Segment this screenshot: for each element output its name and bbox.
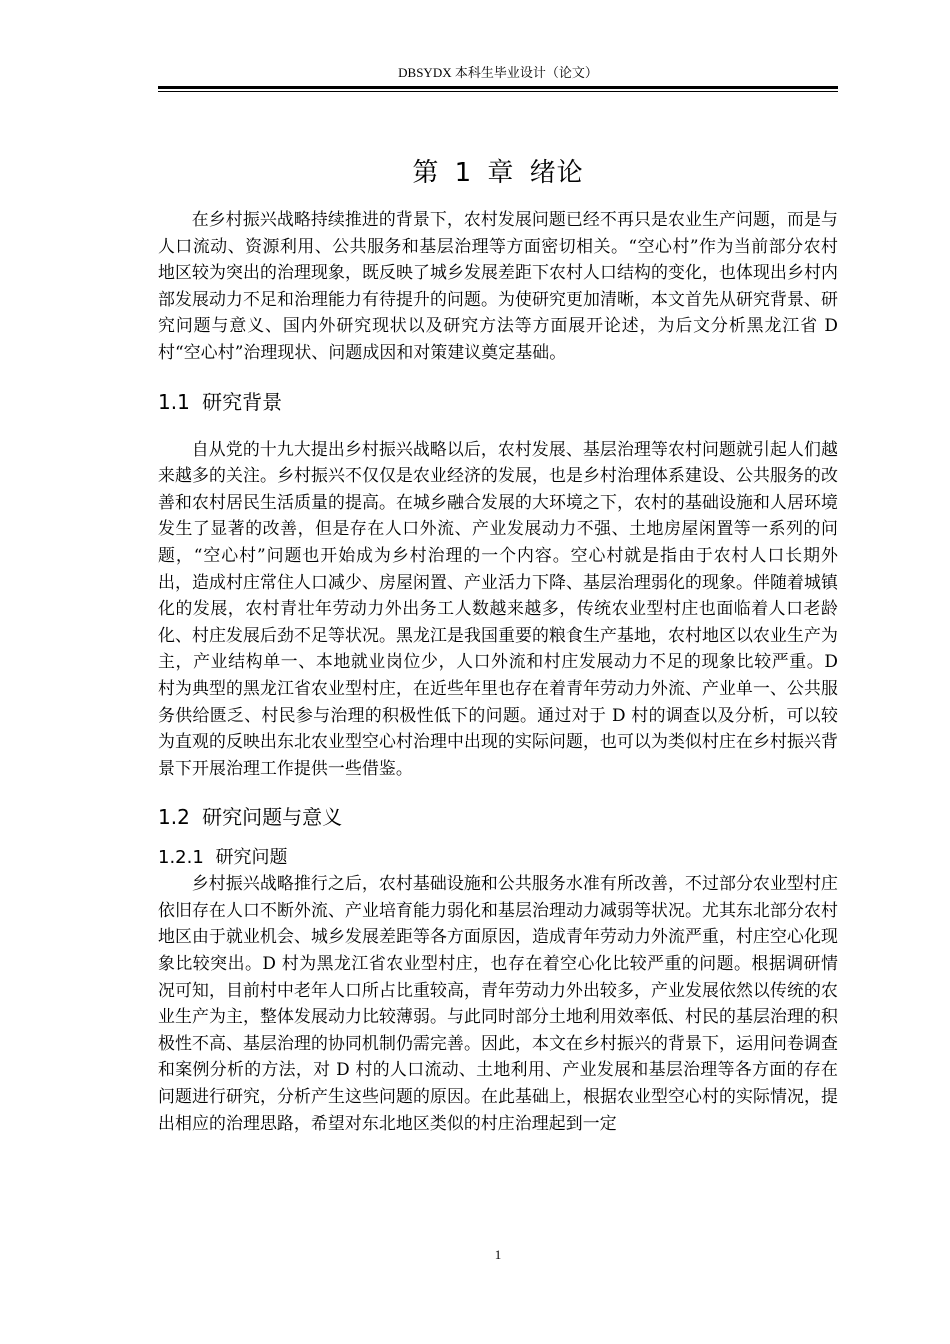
spacer	[158, 366, 838, 388]
spacer	[158, 416, 838, 436]
spacer	[158, 831, 838, 846]
section-1-1-paragraph: 自从党的十九大提出乡村振兴战略以后，农村发展、基层治理等农村问题就引起人们越来越多的关注。乡村振兴不仅仅是农业经济的发展，也是乡村治理体系建设、公共服务的改善和农村居民生活质量的提高。在城乡融合发展的大环境之下，农村的基础设施和人居环境发生了显著的改善，但是存在人口外流、产业发展动力不强、土地房屋闲置等一系列的问题，“空心村”问题也开始成为乡村治理的一个内容。空心村就是指由于农村人口长期外出，造成村庄常住人口减少、房屋闲置、产业活力下降、基层治理弱化的现象。伴随着城镇化的发展，农村青壮年劳动力外出务工人数越来越多，传统农业型村庄也面临着人口老龄化、村庄发展后劲不足等状况。黑龙江是我国重要的粮食生产基地，农村地区以农业生产为主，产业结构单一、本地就业岗位少，人口外流和村庄发展动力不足的现象比较严重。D 村为典型的黑龙江省农业型村庄，在近些年里也存在着青年劳动力外流、产业单一、公共服务供给匮乏、村民参与治理的积极性低下的问题。通过对于 D 村的调查以及分析，可以较为直观的反映出东北农业型空心村治理中出现的实际问题，也可以为类似村庄在乡村振兴背景下开展治理工作提供一些借鉴。	[158, 438, 838, 778]
running-header: DBSYDX 本科生毕业设计（论文）	[398, 65, 598, 80]
chapter-title: 第 1 章 绪论	[412, 158, 584, 188]
spacer	[158, 781, 838, 803]
section-title-1-1: 1.1 研究背景	[158, 389, 283, 414]
page-content	[158, 150, 838, 1136]
spacer	[158, 196, 838, 206]
section-title-1-2: 1.2 研究问题与意义	[158, 805, 343, 830]
header-rule-thick	[158, 86, 838, 89]
chapter-intro-paragraph: 在乡村振兴战略持续推进的背景下，农村发展问题已经不再只是农业生产问题，而是与人口流动、资源利用、公共服务和基层治理等方面密切相关。“空心村”作为当前部分农村地区较为突出的治理现象，既反映了城乡发展差距下农村人口结构的变化，也体现出乡村内部发展动力不足和治理能力有待提升的问题。为使研究更加清晰，本文首先从研究背景、研究问题与意义、国内外研究现状以及研究方法等方面展开论述，为后文分析黑龙江省 D 村“空心村”治理现状、问题成因和对策建议奠定基础。	[158, 209, 838, 362]
subsection-title-1-2-1: 1.2.1 研究问题	[158, 847, 288, 869]
header-rule-thin	[158, 91, 838, 92]
subsection-1-2-1-paragraph: 乡村振兴战略推行之后，农村基础设施和公共服务水准有所改善，不过部分农业型村庄依旧存在人口不断外流、产业培育能力弱化和基层治理动力减弱等状况。尤其东北部分农村地区由于就业机会、城乡发展差距等各方面原因，造成青年劳动力外流严重，村庄空心化现象比较突出。D 村为黑龙江省农业型村庄，也存在着空心化比较严重的问题。根据调研情况可知，目前村中老年人口所占比重较高，青年劳动力外出较多，产业发展依然以传统的农业生产为主，整体发展动力比较薄弱。与此同时部分土地利用效率低、村民的基层治理的积极性不高、基层治理的协同机制仍需完善。因此，本文在乡村振兴的背景下，运用问卷调查和案例分析的方法，对 D 村的人口流动、土地利用、产业发展和基层治理等各方面的存在问题进行研究，分析产生这些问题的原因。在此基础上，根据农业型空心村的实际情况，提出相应的治理思路，希望对东北地区类似的村庄治理起到一定	[158, 873, 838, 1133]
page-number: 1	[494, 1247, 502, 1262]
